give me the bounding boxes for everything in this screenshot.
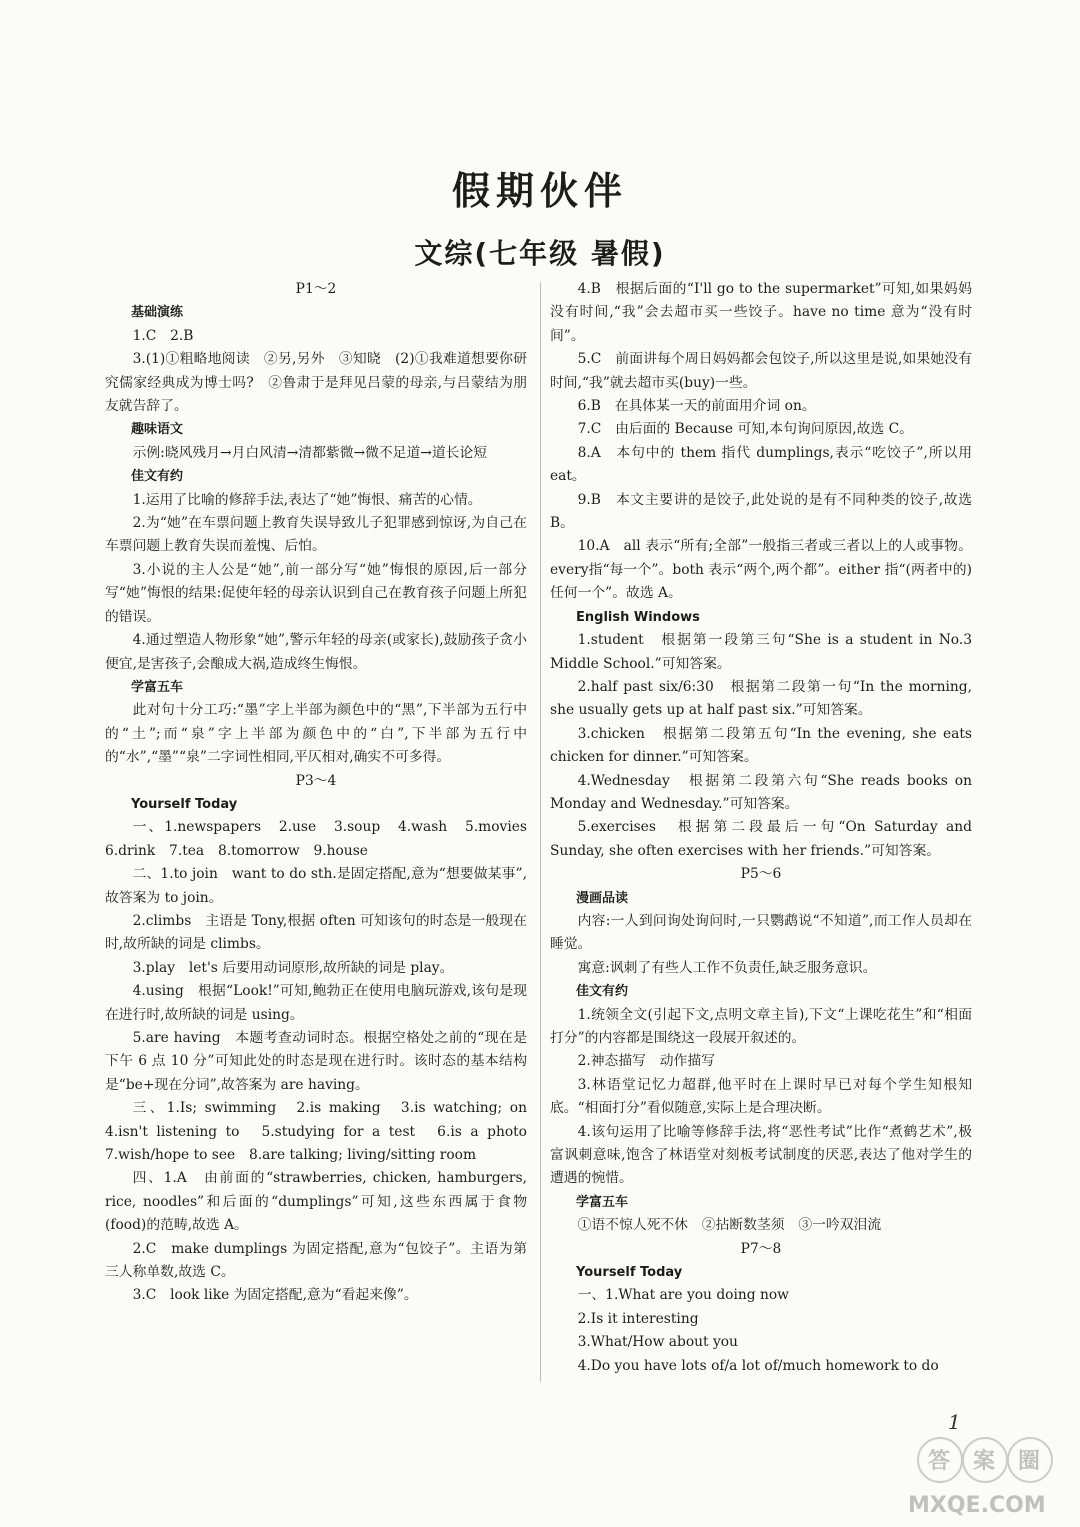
answer-line: 4.B 根据后面的“I'll go to the supermarket”可知,如果妈妈没有时间,“我”会去超市买一些饺子。have no time 意为“没有时间”。 [550,281,972,344]
answer-line: 4.using 根据“Look!”可知,鲍勃正在使用电脑玩游戏,该句是现在进行时,故所缺的词是 using。 [105,983,527,1023]
answer-line: 5.are having 本题考查动词时态。根据空格处之前的“现在是下午 6 点 10 分”可知此处的时态是现在进行时。该时态的基本结构是“be+现在分词”,故答案为 are having。 [105,1030,527,1093]
page-range-heading: P1～2 [295,281,337,297]
answer-line: 1.C 2.B [132,327,194,344]
answer-line: 2.climbs 主语是 Tony,根据 often 可知该句的时态是一般现在时,故所缺的词是 climbs。 [105,912,527,953]
answer-line: 4.通过塑造人物形象“她”,警示年轻的母亲(或家长),鼓励孩子贪小便宜,是害孩子,会酿成大祸,造成终生悔恨。 [105,632,527,672]
section-heading: Yourself Today [576,1265,683,1281]
answer-line: ①语不惊人死不休 ②拈断数茎须 ③一吟双泪流 [577,1217,882,1234]
page-number: 1 [948,1410,961,1434]
answer-line: 1.运用了比喻的修辞手法,表达了“她”悔恨、痛苦的心情。 [132,491,482,508]
answer-line: 一、1.newspapers 2.use 3.soup 4.wash 5.movies 6.drink 7.tea 8.tomorrow 9.house [105,819,541,859]
svg-text:案: 案 [973,1449,996,1474]
svg-text:答: 答 [928,1449,951,1474]
answer-line: 7.C 由后面的 Because 可知,本句询问原因,故选 C。 [577,421,913,438]
answer-line: 2.神态描写 动作描写 [577,1053,715,1070]
page-subtitle: 文综(七年级 暑假) [414,237,666,270]
answer-line: 3.C look like 为固定搭配,意为“看起来像”。 [132,1287,418,1304]
answer-line: 3.play let's 后要用动词原形,故所缺的词是 play。 [132,959,454,976]
section-heading: 学富五车 [131,679,184,695]
answer-line: 3.林语堂记忆力超群,他平时在上课时早已对每个学生知根知底。“相面打分”看似随意,实际上是合理决断。 [550,1076,972,1117]
section-heading: 佳文有约 [576,984,629,1000]
answer-line: 此对句十分工巧:“墨”字上半部为颜色中的“黑”,下半部为五行中的“土”;而“泉”字上半部为颜色中的“白”,下半部为五行中的“水”,“墨”“泉”二字词性相同,平仄相对,确实不可多得。 [105,702,527,766]
answer-line: 4.Do you have lots of/a lot of/much homework to do [577,1357,939,1374]
left-column [105,278,541,1308]
page-range-heading: P5～6 [740,866,782,883]
section-heading: English Windows [576,609,700,625]
answer-line: 示例:晓风残月→月白风清→清都紫微→微不足道→道长论短 [132,444,488,461]
answer-line: 9.B 本文主要讲的是饺子,此处说的是有不同种类的饺子,故选 B。 [550,491,972,532]
answer-line: 6.B 在具体某一天的前面用介词 on。 [577,398,816,415]
section-heading: Yourself Today [131,796,238,812]
answer-line: 3.chicken 根据第二段第五句“In the evening, she eats chicken for dinner.”可知答案。 [550,725,972,766]
watermark-logo [900,1430,1070,1520]
right-column [550,278,972,1378]
answer-line: 8.A 本句中的 them 指代 dumplings,表示“吃饺子”,所以用 eat。 [550,444,972,485]
answer-line: 2.C make dumplings 为固定搭配,意为“包饺子”。主语为第三人称单数,故选 C。 [105,1240,527,1281]
answer-line: 3.What/How about you [577,1334,738,1351]
answer-line: 2.half past six/6:30 根据第二段第一句“In the morning, she usually gets up at half past six.”可知答案。 [550,678,972,719]
section-heading: 学富五车 [576,1194,629,1210]
section-heading: 趣味语文 [131,422,184,438]
page-title: 假期伙伴 [451,169,628,213]
answer-line: 2.为“她”在车票问题上教育失误导致儿子犯罪感到惊讶,为自己在车票问题上教育失误而羞愧、后怕。 [105,515,527,555]
page-range-heading: P7～8 [740,1240,782,1257]
svg-text:MXQE.COM: MXQE.COM [908,1493,1046,1518]
answer-line: 5.C 前面讲每个周日妈妈都会包饺子,所以这里是说,如果她没有时间,“我”就去超市买(buy)一些。 [550,351,972,391]
answer-line: 4.Wednesday 根据第二段第六句“She reads books on Monday and Wednesday.”可知答案。 [550,772,972,812]
answer-line: 三、1.Is; swimming 2.is making 3.is watching; on 4.isn't listening to 5.studying for a test 6.is a photo 7.wish/hope to see 8.are talking; living/sitting room [105,1100,541,1164]
answer-line: 4.该句运用了比喻等修辞手法,将“恶性考试”比作“煮鹤艺术”,极富讽刺意味,饱含了林语堂对刻板考试制度的厌恶,表达了他对学生的遭遇的惋惜。 [550,1123,972,1187]
answer-line: 寓意:讽刺了有些人工作不负责任,缺乏服务意识。 [577,959,877,976]
section-heading: 漫画品读 [576,890,629,906]
section-heading: 佳文有约 [131,469,184,485]
page-range-heading: P3～4 [295,772,337,789]
answer-line: 二、1.to join want to do sth.是固定搭配,意为“想要做某事”,故答案为 to join。 [105,866,527,906]
answer-line: 1.student 根据第一段第三句“She is a student in No.3 Middle School.”可知答案。 [550,632,972,672]
answer-line: 5.exercises 根据第二段最后一句“On Saturday and Sunday, she often exercises with her friends.”可知答案。 [550,819,972,859]
section-heading: 基础演练 [131,305,184,321]
answer-line: 3.小说的主人公是“她”,前一部分写“她”悔恨的原因,后一部分写“她”悔恨的结果:促使年轻的母亲认识到自己在教育孩子问题上所犯的错误。 [105,561,527,625]
answer-line: 内容:一人到问询处询问时,一只鹦鹉说“不知道”,而工作人员却在睡觉。 [550,912,972,953]
answer-line: 2.Is it interesting [577,1310,699,1327]
svg-text:圈: 圈 [1018,1449,1041,1474]
answer-line: 一、1.What are you doing now [577,1287,789,1304]
answer-line: 10.A all 表示“所有;全部”一般指三者或三者以上的人或事物。every指“每一个”。both 表示“两个,两个都”。either 指“(两者中的)任何一个”。故选 A。 [550,538,972,602]
answer-line: 四、1.A 由前面的“strawberries, chicken, hamburgers, rice, noodles”和后面的“dumplings”可知,这些东西属于食物(food)的范畴,故选 A。 [105,1170,527,1234]
answer-line: 3.(1)①粗略地阅读 ②另,另外 ③知晓 (2)①我难道想要你研究儒家经典成为博士吗? ②鲁肃于是拜见吕蒙的母亲,与吕蒙结为朋友就告辞了。 [105,351,527,415]
answer-line: 1.统领全文(引起下文,点明文章主旨),下文“上课吃花生”和“相面打分”的内容都是围绕这一段展开叙述的。 [550,1006,972,1046]
